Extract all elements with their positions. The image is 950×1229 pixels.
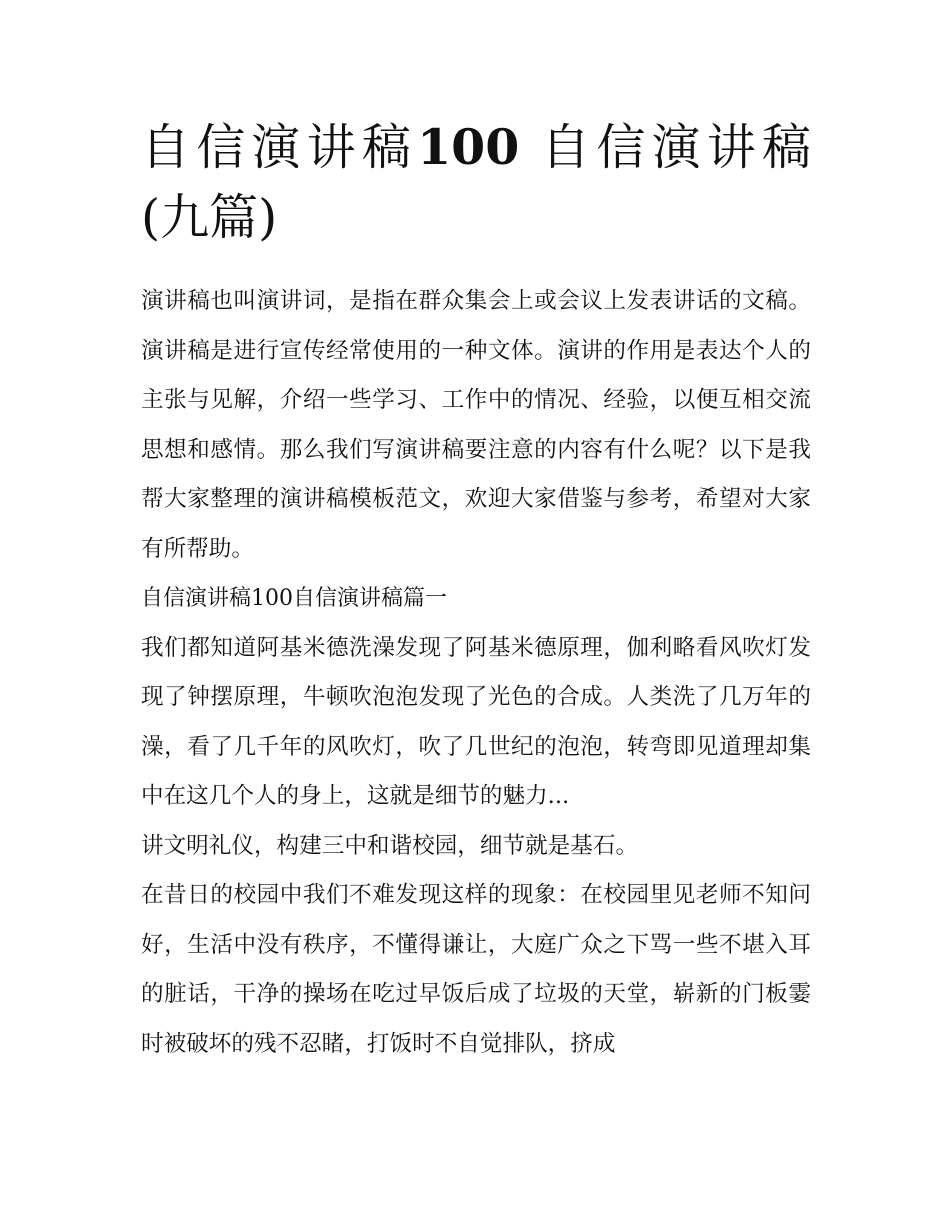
document-content (141, 112, 811, 1069)
body-paragraph-1: 我们都知道阿基米德洗澡发现了阿基米德原理，伽利略看风吹灯发现了钟摆原理，牛顿吹泡泡发现了光色的合成。人类洗了几万年的澡，看了几千年的风吹灯，吹了几世纪的泡泡，转弯即见道理却集中在这几个人的身上，这就是细节的魅力... (141, 634, 811, 809)
body-paragraph-2: 讲文明礼仪，构建三中和谐校园，细节就是基石。 (141, 832, 639, 859)
title-text-part1: 自信演讲稿 (141, 119, 418, 176)
section-heading: 自信演讲稿100自信演讲稿篇一 (141, 586, 447, 611)
body-paragraph-3: 在昔日的校园中我们不难发现这样的现象：在校园里见老师不知问好，生活中没有秩序，不懂得谦让，大庭广众之下骂一些不堪入耳的脏话，干净的操场在吃过早饭后成了垃圾的天堂，崭新的门板霎时被破坏的残不忍睹，打饭时不自觉排队，挤成 (141, 882, 811, 1057)
title-text-part2: 自信演讲稿(九篇) (141, 119, 811, 246)
title-number: 100 (417, 118, 520, 176)
intro-paragraph: 演讲稿也叫演讲词，是指在群众集会上或会议上发表讲话的文稿。演讲稿是进行宣传经常使用的一种文体。演讲的作用是表达个人的主张与见解，介绍一些学习、工作中的情况、经验，以便互相交流思想和感情。那么我们写演讲稿要注意的内容有什么呢？以下是我帮大家整理的演讲稿模板范文，欢迎大家借鉴与参考，希望对大家有所帮助。 (141, 288, 811, 562)
document-title (141, 112, 811, 253)
